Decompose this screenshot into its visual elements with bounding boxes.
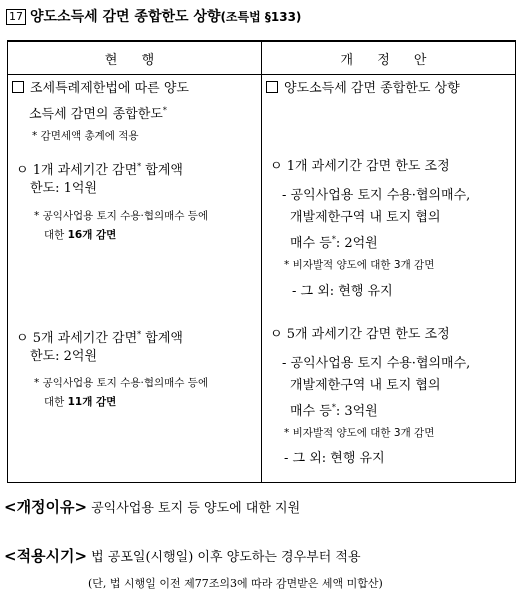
revised-item1-note: * 비자발적 양도에 대한 3개 감면 [284,259,435,271]
effective-label: <적용시기> [4,547,88,565]
revised-item1-sub2: 개발제한구역 내 토지 협의 [290,210,441,225]
law-reference: (조특법 §133) [220,10,302,24]
checkbox-square-icon [266,81,278,93]
effective-note: (단, 법 시행일 이전 제77조의3에 따라 감면받은 세액 미합산) [88,577,383,590]
revised-item1-title: ㅇ 1개 과세기간 감면 한도 조정 [270,159,450,174]
revised-item2-note: * 비자발적 양도에 대한 3개 감면 [284,427,435,439]
section-number: 17 [6,9,26,25]
header-current: 현 행 [8,41,262,75]
header-revised: 개 정 안 [262,41,516,75]
current-item2-note2: 대한 11개 감면 [44,396,117,408]
current-heading-note: * 감면세액 총계에 적용 [32,130,139,142]
current-item2-line1: ㅇ 5개 과세기간 감면* 합계액 [16,330,183,346]
revised-item2-sub3: 매수 등*: 3억원 [290,403,378,419]
section-title-text: 양도소득세 감면 종합한도 상향 [30,9,221,25]
reason-label: <개정이유> [4,498,88,516]
current-item1-line1: ㅇ 1개 과세기간 감면* 합계액 [16,162,183,178]
revised-item1-other: - 그 외: 현행 유지 [292,284,393,299]
revised-item1-sub1: - 공익사업용 토지 수용·협의매수, [282,188,471,203]
comparison-table [7,40,516,483]
asterisk-mark: * [162,106,167,115]
revised-item2-other: - 그 외: 현행 유지 [284,451,385,466]
current-column [8,75,262,483]
revised-item2-sub1: - 공익사업용 토지 수용·협의매수, [282,356,471,371]
reason-text: 공익사업용 토지 등 양도에 대한 지원 [91,501,301,516]
effective-section [4,545,361,566]
effective-text: 법 공포일(시행일) 이후 양도하는 경우부터 적용 [91,550,361,565]
current-item1-line2: 한도: 1억원 [30,181,98,196]
revised-heading: 양도소득세 감면 종합한도 상향 [264,79,515,99]
section-title [6,6,301,26]
current-item1-note2: 대한 16개 감면 [44,229,117,241]
current-heading-line2: 소득세 감면의 종합한도* [29,106,167,122]
revised-item2-sub2: 개발제한구역 내 토지 협의 [290,378,441,393]
checkbox-square-icon [12,81,24,93]
current-item1-note1: * 공익사업용 토지 수용·협의매수 등에 [34,210,209,222]
revised-item1-sub3: 매수 등*: 2억원 [290,235,378,251]
revised-item2-title: ㅇ 5개 과세기간 감면 한도 조정 [270,327,450,342]
current-heading: 조세특례제한법에 따른 양도 [10,79,261,99]
current-item2-note1: * 공익사업용 토지 수용·협의매수 등에 [34,377,209,389]
reason-section [4,496,300,517]
revised-column [262,75,516,483]
current-item2-line2: 한도: 2억원 [30,349,98,364]
